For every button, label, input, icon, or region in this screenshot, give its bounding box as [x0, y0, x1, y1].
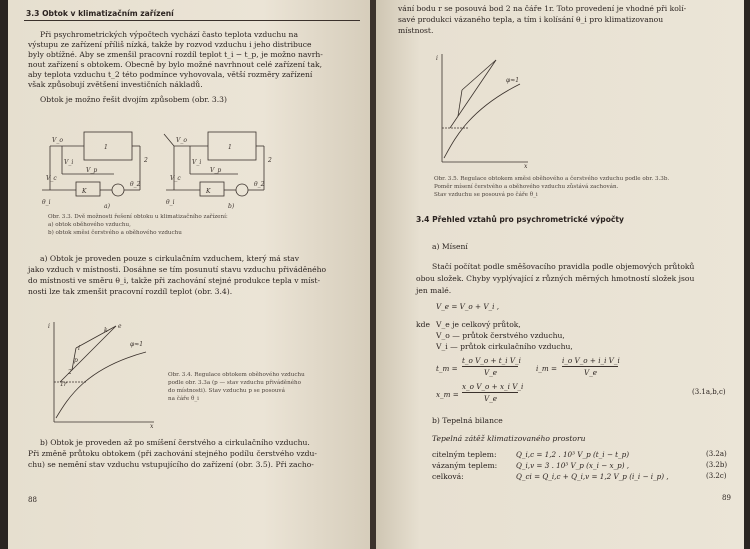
subheading-mixing: a) Mísení	[432, 242, 468, 251]
text-line: nosti lze tak zmenšit pracovní rozdíl teplot (obr. 3.4).	[28, 287, 233, 296]
heat-load-title: Tepelná zátěž klimatizovaného prostoru	[432, 434, 586, 443]
svg-text:θ_2: θ_2	[254, 181, 265, 188]
svg-text:2: 2	[68, 369, 72, 376]
text-line: však způsobují zvětšení investičních nákladů.	[28, 80, 203, 89]
paragraph-two-ways: Obtok je možno řešit dvojím způsobem (obr. 3.3)	[40, 95, 227, 104]
curve-label: φ≈1	[506, 77, 520, 84]
section-heading-3-3: 3.3 Obtok v klimatizačním zařízení	[26, 9, 174, 18]
svg-text:V_c: V_c	[170, 175, 181, 182]
text-line: obou složek. Chyby vyplývající z různých měrných hmotností složek jsou	[416, 274, 695, 283]
text-line: savé produkci vázaného tepla, a tím i kolísání θ_i pro klimatizovanou	[398, 15, 664, 24]
svg-text:e: e	[118, 323, 122, 330]
text-line: V_o — průtok čerstvého vzduchu,	[436, 331, 565, 340]
equation-number: (3.2b)	[706, 461, 728, 469]
figure-3-5-diagram	[436, 50, 532, 168]
svg-text:V_o: V_o	[176, 137, 187, 144]
svg-text:i: i	[436, 55, 438, 62]
svg-text:x: x	[524, 163, 528, 168]
svg-text:V_o: V_o	[52, 137, 63, 144]
right-page: vání bodu r se posouvá bod 2 na čáře 1r. Toto provedení je vhodné při kolí- savé produkci vázaného tepla, a tím i kolísání θ_i pro klimatizovanou místnost. φ≈1 i x Obr. 3.5. Regulace obtokem směsi oběhového a čerstvého vzduchu podle obr. 3.3b. Poměr mísení čerstvého a oběhového vzduchu zůstává zachován. Stav vzduchu se posouvá po čáře θ_i 3.4 Přehled vztahů pro psychrometrické výpočty a) Mísení Stačí počítat podle směšovacího pravidla podle objemových průtoků obou složek. Chyby vyplývající z různých měrných hmotností složek jsou jen malé. V_e = V_o + V_i , kde V_e je celkový průtok, V_o — průtok čerstvého vzduchu, V_i — průtok cirkulačního vzduchu, t_m = t_o V_o + t_i V_i V_e i_m = i_o V_o + i_i V_i V_e x_m = x_o V_o + x_i V_i V_e (3.1a,b,c) b) Tepelná bilance Tepelná zátěž klimatizovaného prostoru citelným teplem: Q_i,c = 1,2 . 10³ V_p (t_i − t_p) (3.2a) vázaným teplem: Q_i,v = 3 . 10³ V_p (x_i − x_p) , (3.2b) celková: Q_ci = Q_i,c + Q_i,v = 1,2 V_p (i_i − i_p) , (3.2c) 89	[376, 0, 744, 549]
figure-3-3-schematic	[40, 118, 280, 210]
where-label: kde	[416, 320, 430, 329]
svg-text:K: K	[206, 188, 211, 195]
text-line: do místnosti ve směru θ_i, takže při zachování stejné produkce tepla v míst-	[28, 276, 321, 285]
svg-text:2: 2	[268, 157, 272, 164]
svg-text:p: p	[74, 357, 78, 364]
fig33-label-a: a)	[104, 203, 110, 210]
svg-text:i: i	[48, 323, 50, 330]
text-line: chu) se nemění stav vzduchu vstupujícího do zařízení (obr. 3.5). Při zacho-	[28, 460, 314, 469]
svg-text:V_i: V_i	[64, 159, 74, 166]
box-label: 1	[104, 144, 108, 151]
page-number: 88	[28, 496, 37, 504]
svg-text:K: K	[82, 188, 87, 195]
text-line: místnost.	[398, 26, 434, 35]
text-line: byly obtížné. Aby se zmenšil pracovní rozdíl teplot t_i − t_p, je možno navrh-	[28, 50, 323, 59]
page-number: 89	[722, 494, 731, 502]
box-label: 1	[228, 144, 232, 151]
equation-number: (3.2a)	[706, 450, 727, 458]
svg-text:θ_i: θ_i	[166, 199, 175, 206]
equation-total-flow: V_e = V_o + V_i ,	[436, 302, 499, 311]
load-formula: Q_i,c = 1,2 . 10³ V_p (t_i − t_p)	[516, 450, 630, 459]
text-line: výstupu ze zařízení příliš nízká, takže by rozvod vzduchu i jeho distribuce	[28, 40, 312, 49]
text-line: V_e je celkový průtok,	[436, 320, 521, 329]
svg-text:i: i	[78, 345, 80, 352]
text-line: Při psychrometrických výpočtech vychází často teplota vzduchu na	[40, 30, 298, 39]
svg-text:1r: 1r	[60, 381, 67, 388]
text-line: Při změně průtoku obtokem (při zachování stejného podílu čerstvého vzdu-	[28, 449, 317, 458]
text-line: Stačí počítat podle směšovacího pravidla podle objemových průtoků	[432, 262, 695, 271]
text-line: jako vzduch v místnosti. Dosáhne se tím posunutí stavu vzduchu přiváděného	[28, 265, 327, 274]
figure-3-4-diagram	[46, 318, 158, 428]
text-line: aby teplota vzduchu t_2 této podmínce vyhovovala, větší rozměry zařízení	[28, 70, 313, 79]
text-line: a) Obtok je proveden pouze s cirkulačním vzduchem, který má stav	[40, 254, 299, 263]
section-heading-3-4: 3.4 Přehled vztahů pro psychrometrické výpočty	[416, 215, 625, 224]
load-formula: Q_ci = Q_i,c + Q_i,v = 1,2 V_p (i_i − i_p) ,	[516, 472, 669, 481]
load-label: vázaným teplem:	[432, 461, 498, 470]
svg-text:V_p: V_p	[86, 167, 98, 174]
left-page: 3.3 Obtok v klimatizačním zařízení Při psychrometrických výpočtech vychází často teplota vzduchu na výstupu ze zařízení příliš nízká, takže by rozvod vzduchu i jeho distribuce byly obtížné. Aby se zmenšil pracovní rozdíl teplot t_i − t_p, je možno navrh- nout zařízení s obtokem. Obecně by bylo možné navrhnout celé zařízení tak, aby teplota vzduchu t_2 této podmínce vyhovovala, větší rozměry zařízení však způsobují zvětšení investičních nákladů. Obtok je možno řešit dvojím způsobem (obr. 3.3) 1 1 V_o V_o V_i V_i V_p V_p V_c V_c θ_i θ_i θ_2 θ_2 2 2 K K a) b) Obr. 3.3. Dvě možnosti řešení obtoku u klimatizačního zařízení: a) obtok oběhového vzduchu, b) obtok směsi čerstvého a oběhového vzduchu a) Obtok je proveden pouze s cirkulačním vzduchem, který má stav jako vzduch v místnosti. Dosáhne se tím posunutí stavu vzduchu přiváděného do místnosti ve směru θ_i, takže při zachování stejné produkce tepla v míst- nosti lze tak zmenšit pracovní rozdíl teplot (obr. 3.4). e k i p 2 1r φ≈1 i x Obr. 3.4. Regulace obtokem oběhového vzduchu podle obr. 3.3a (p — stav vzduchu přiváděného do místnosti). Stav vzduchu p se posouvá na čáře θ_i b) Obtok je proveden až po smíšení čerstvého a cirkulačního vzduchu. Při změně průtoku obtokem (při zachování stejného podílu čerstvého vzdu- chu) se nemění stav vzduchu vstupujícího do zařízení (obr. 3.5). Při zacho- 88	[8, 0, 372, 549]
subheading-heat-balance: b) Tepelná bilance	[432, 416, 503, 425]
heading-rule	[24, 20, 360, 21]
curve-label: φ≈1	[130, 341, 144, 348]
svg-text:2: 2	[144, 157, 148, 164]
text-line: vání bodu r se posouvá bod 2 na čáře 1r. Toto provedení je vhodné při kolí-	[398, 4, 687, 13]
load-formula: Q_i,v = 3 . 10³ V_p (x_i − x_p) ,	[516, 461, 630, 470]
svg-text:V_p: V_p	[210, 167, 222, 174]
svg-text:θ_i: θ_i	[42, 199, 51, 206]
svg-text:V_i: V_i	[192, 159, 202, 166]
svg-text:θ_2: θ_2	[130, 181, 141, 188]
load-label: citelným teplem:	[432, 450, 497, 459]
load-label: celková:	[432, 472, 464, 481]
svg-text:x: x	[150, 423, 154, 428]
fig33-label-b: b)	[228, 203, 235, 210]
text-line: b) Obtok je proveden až po smíšení čerstvého a cirkulačního vzduchu.	[40, 438, 310, 447]
svg-text:V_c: V_c	[46, 175, 57, 182]
text-line: V_i — průtok cirkulačního vzduchu,	[436, 342, 573, 351]
text-line: nout zařízení s obtokem. Obecně by bylo možné navrhnout celé zařízení tak,	[28, 60, 322, 69]
equation-number: (3.2c)	[706, 472, 727, 480]
svg-text:k: k	[104, 327, 108, 334]
equation-number: (3.1a,b,c)	[692, 388, 726, 396]
text-line: jen malé.	[416, 286, 452, 295]
